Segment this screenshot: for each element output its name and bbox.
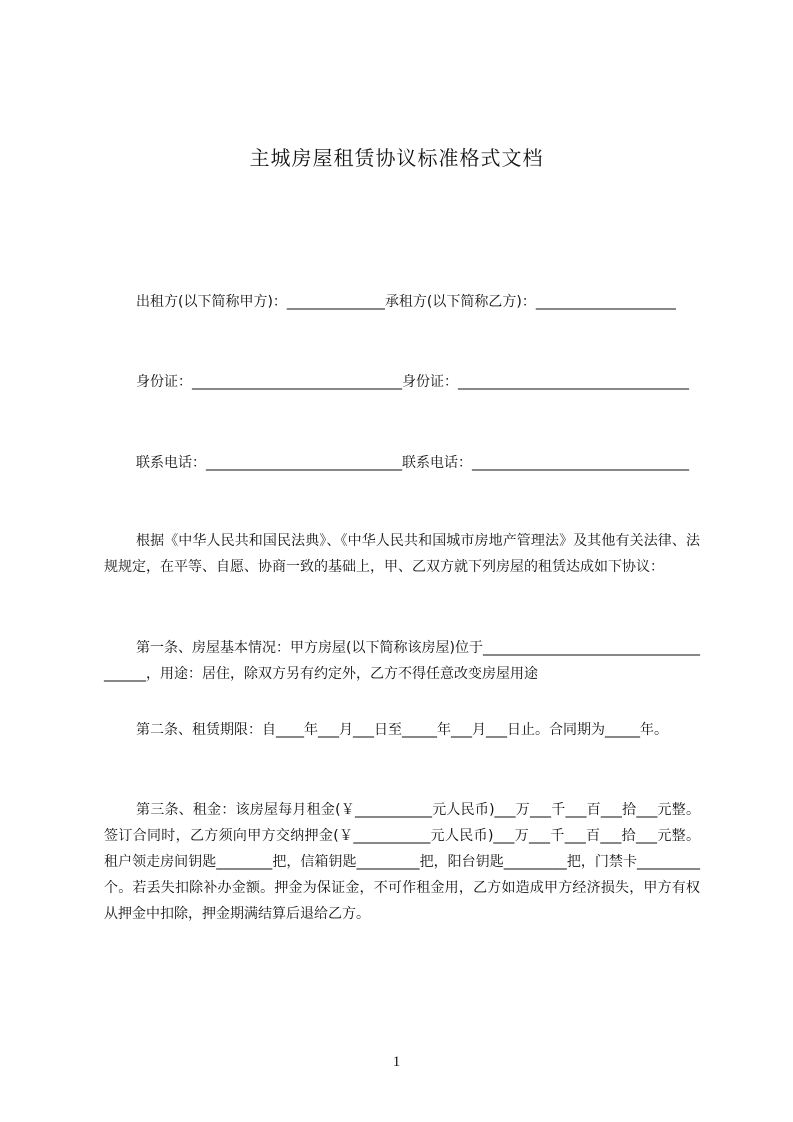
party-names-line: 出租方(以下简称甲方)：______________承租方(以下简称乙方)：____________________ <box>136 294 676 310</box>
phone-line: 联系电话：____________________________联系电话：_______________________________ <box>136 455 689 471</box>
page-number: 1 <box>392 1054 401 1070</box>
id-card-line: 身份证：______________________________身份证：_________________________________ <box>136 374 689 390</box>
article-2-paragraph: 第二条、租赁期限：自____年___月___日至_____年___月___日止。合同期为_____年。 <box>136 722 668 738</box>
article-1-paragraph: 第一条、房屋基本情况：甲方房屋(以下简称该房屋)位于_____________________________________，用途：居住，除双方另有约定外，乙方不得任意改变房屋用途 <box>104 640 700 682</box>
document-title: 主城房屋租赁协议标准格式文档 <box>249 146 544 170</box>
preamble-paragraph: 根据《中华人民共和国民法典》、《中华人民共和国城市房地产管理法》及其他有关法律、法规规定，在平等、自愿、协商一致的基础上，甲、乙双方就下列房屋的租赁达成如下协议： <box>104 533 700 575</box>
article-3-paragraph: 第三条、租金：该房屋每月租金(￥___________元人民币)___万___千___百___拾___元整。签订合同时，乙方须向甲方交纳押金(￥___________元人民币)___万___千___百___拾___元整。租户领走房间钥匙________把，信箱钥匙_________把，阳台钥匙_________把，门禁卡_________个。若丢失扣除补办金额。押金为保证金，不可作租金用，乙方如造成甲方经济损失，甲方有权从押金中扣除，押金期满结算后退给乙方。 <box>104 802 700 922</box>
